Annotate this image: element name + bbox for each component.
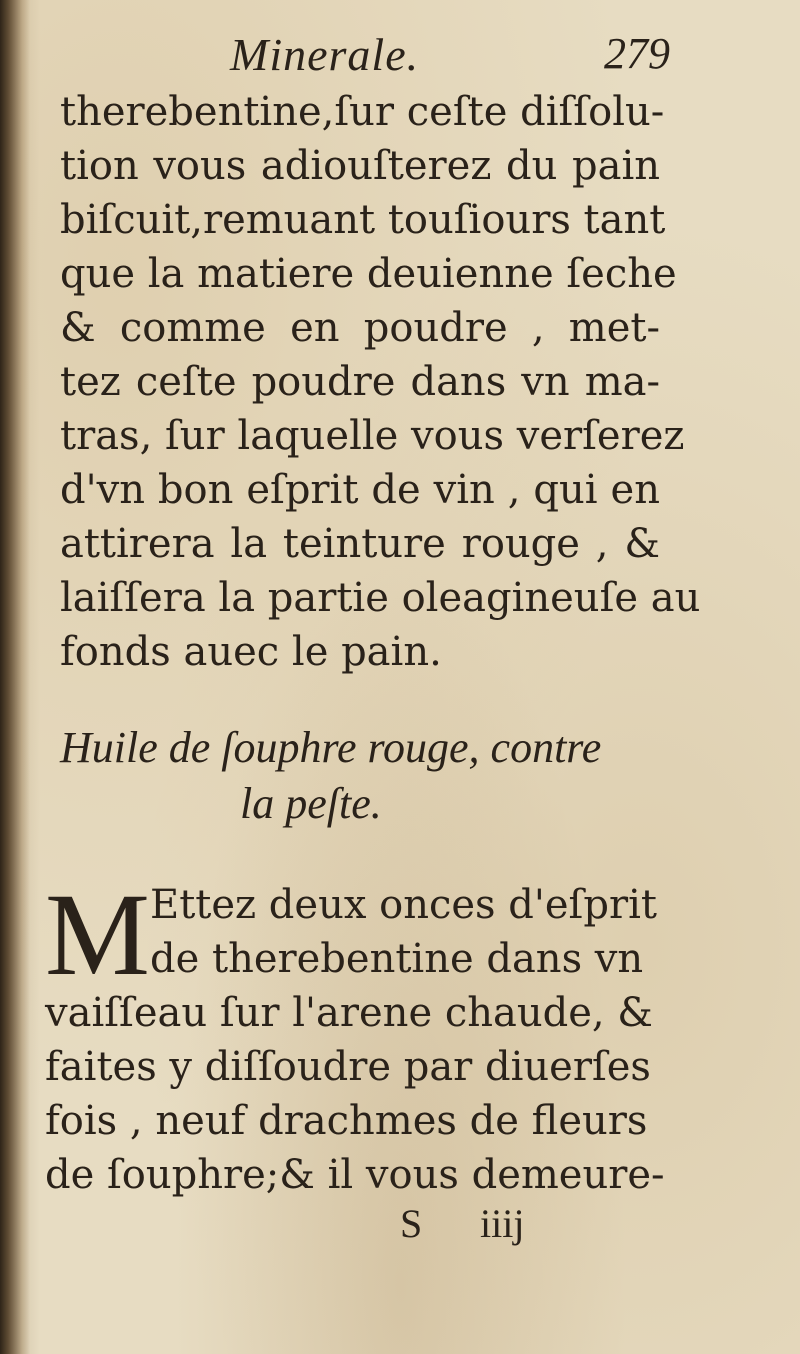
signature-mark bbox=[400, 1200, 560, 1260]
text-line: therebentine,ſur ceſte diſſolu- bbox=[60, 89, 665, 135]
text-line: faites y diſſoudre par diuerſes bbox=[45, 1044, 651, 1090]
text-line: tez ceſte poudre dans vn ma- bbox=[60, 359, 660, 405]
text-line: & comme en poudre , met- bbox=[60, 305, 660, 351]
page-binding-edge bbox=[0, 0, 30, 1354]
text-line: de therebentine dans vn bbox=[150, 936, 644, 982]
text-line: vaiſſeau ſur l'arene chaude, & bbox=[45, 990, 653, 1036]
page-header bbox=[230, 28, 670, 88]
text-line: biſcuit,remuant touſiours tant bbox=[60, 197, 666, 243]
running-title: Minerale. bbox=[230, 29, 420, 80]
signature-letter: S bbox=[400, 1201, 423, 1246]
text-line: tion vous adiouſterez du pain bbox=[60, 143, 660, 189]
text-line: attirera la teinture rouge , & bbox=[60, 521, 660, 567]
paragraph-2 bbox=[45, 869, 665, 1202]
heading-line-2: la peſte. bbox=[240, 779, 382, 828]
text-line: que la matiere deuienne ſeche bbox=[60, 251, 677, 297]
text-line: fonds auec le pain. bbox=[60, 629, 442, 675]
page-number: 279 bbox=[604, 29, 670, 78]
heading-line-1: Huile de ſouphre rouge, contre bbox=[60, 723, 602, 772]
text-line: fois , neuf drachmes de fleurs bbox=[45, 1098, 648, 1144]
text-line: d'vn bon eſprit de vin , qui en bbox=[60, 467, 660, 513]
text-line: Ettez deux onces d'eſprit bbox=[150, 882, 657, 928]
section-heading bbox=[60, 720, 650, 832]
text-line: tras, ſur laquelle vous verſerez bbox=[60, 413, 685, 459]
drop-cap: M bbox=[45, 869, 150, 1000]
text-line: laiſſera la partie oleagineuſe au bbox=[60, 575, 701, 621]
paragraph-1 bbox=[60, 85, 701, 679]
signature-number: iiij bbox=[480, 1201, 525, 1246]
text-line: de ſouphre;& il vous demeure- bbox=[45, 1152, 665, 1198]
